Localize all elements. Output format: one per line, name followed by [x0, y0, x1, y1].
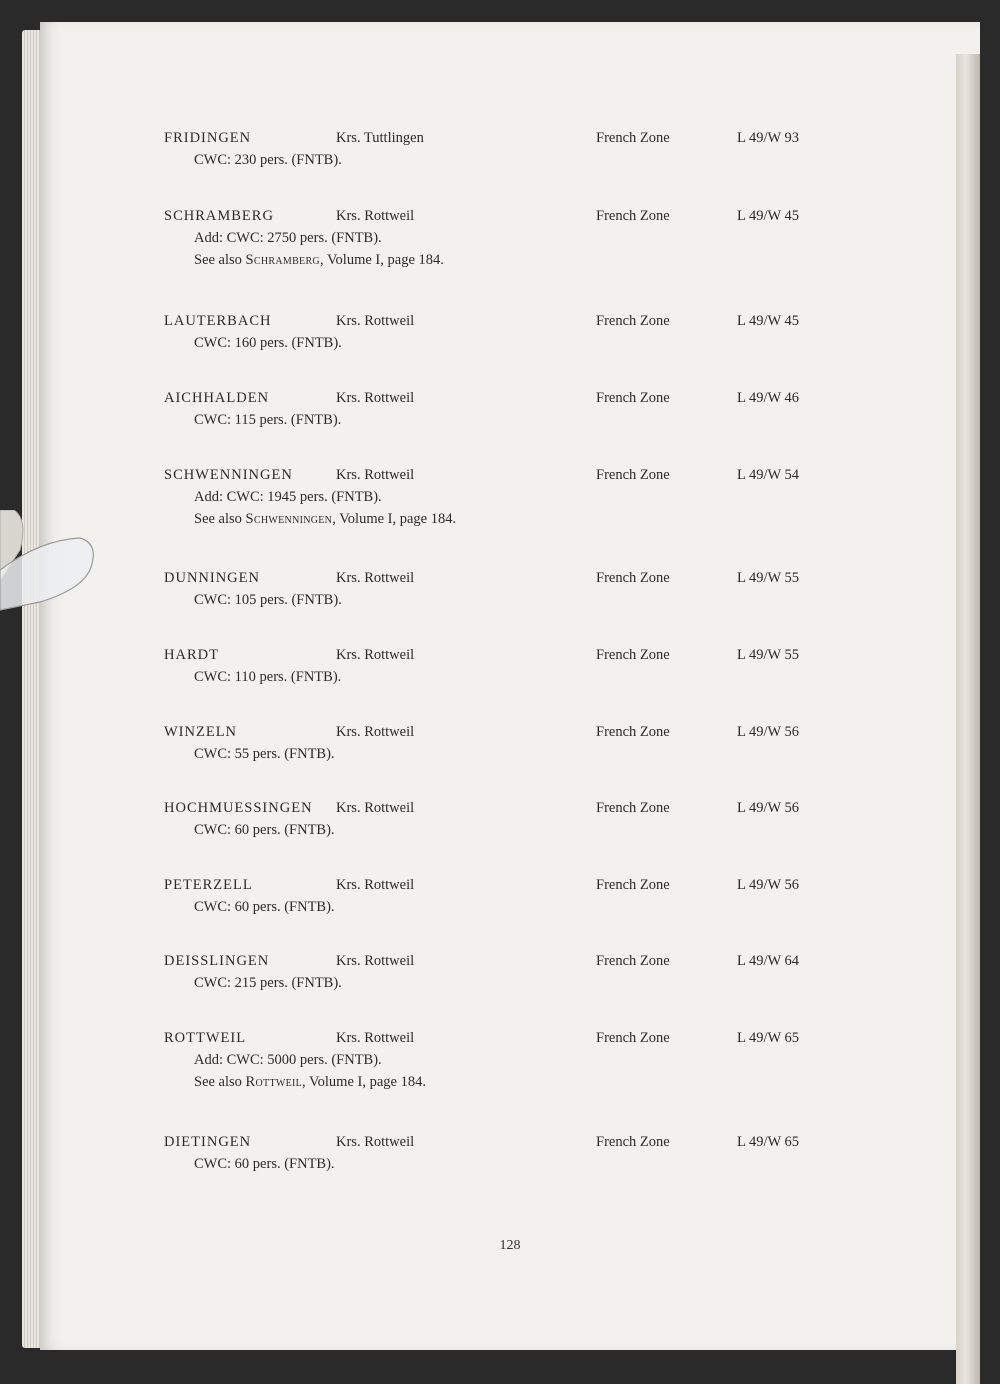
book-page: [40, 22, 980, 1350]
zone: French Zone: [596, 313, 670, 329]
place-name: DUNNINGEN: [164, 570, 260, 586]
zone: French Zone: [596, 953, 670, 969]
map-reference: L 49/W 55: [737, 647, 800, 663]
cross-reference: Schramberg: [245, 252, 320, 268]
entry-note: CWC: 60 pers. (FNTB).: [194, 822, 335, 838]
place-name: DEISSLINGEN: [164, 953, 270, 969]
zone: French Zone: [596, 467, 670, 483]
page-stack-edge: [22, 30, 42, 1348]
place-name: HOCHMUESSINGEN: [164, 800, 313, 816]
entry-note: Add: CWC: 5000 pers. (FNTB).: [194, 1052, 382, 1068]
entry-winzeln: [40, 724, 980, 768]
entry-note: CWC: 160 pers. (FNTB).: [194, 335, 342, 351]
place-name: SCHWENNINGEN: [164, 467, 293, 483]
map-reference: L 49/W 65: [737, 1030, 800, 1046]
note-suffix: , Volume I, page 184.: [302, 1074, 426, 1090]
map-reference: L 49/W 56: [737, 724, 800, 740]
zone: French Zone: [596, 390, 670, 406]
place-name: AICHHALDEN: [164, 390, 270, 406]
map-reference: L 49/W 64: [737, 953, 800, 969]
entry-note: CWC: 115 pers. (FNTB).: [194, 412, 342, 428]
map-reference: L 49/W 93: [737, 130, 800, 146]
place-name: DIETINGEN: [164, 1134, 252, 1150]
district: Krs. Rottweil: [336, 953, 415, 969]
entry-note: [194, 511, 456, 528]
zone: French Zone: [596, 130, 670, 146]
district: Krs. Rottweil: [336, 570, 415, 586]
district: Krs. Rottweil: [336, 390, 415, 406]
district: Krs. Rottweil: [336, 1030, 415, 1046]
district: Krs. Rottweil: [336, 1134, 415, 1150]
zone: French Zone: [596, 800, 670, 816]
entry-note: CWC: 60 pers. (FNTB).: [194, 1156, 335, 1172]
entry-note: [194, 252, 444, 269]
entry-note: Add: CWC: 1945 pers. (FNTB).: [194, 489, 382, 505]
zone: French Zone: [596, 570, 670, 586]
map-reference: L 49/W 56: [737, 800, 800, 816]
map-reference: L 49/W 55: [737, 570, 800, 586]
entry-dietingen: [40, 1134, 980, 1178]
entry-note: CWC: 110 pers. (FNTB).: [194, 669, 342, 685]
district: Krs. Rottweil: [336, 208, 415, 224]
note-suffix: , Volume I, page 184.: [332, 511, 457, 527]
zone: French Zone: [596, 877, 670, 893]
entry-note: CWC: 105 pers. (FNTB).: [194, 592, 342, 608]
district: Krs. Rottweil: [336, 647, 415, 663]
zone: French Zone: [596, 724, 670, 740]
place-name: PETERZELL: [164, 877, 253, 893]
note-prefix: See also: [194, 511, 246, 527]
entry-aichhalden: [40, 390, 980, 434]
place-name: HARDT: [164, 647, 219, 663]
map-reference: L 49/W 46: [737, 390, 800, 406]
map-reference: L 49/W 54: [737, 467, 800, 483]
entry-note: CWC: 230 pers. (FNTB).: [194, 152, 342, 168]
entry-dunningen: [40, 570, 980, 614]
entry-note: CWC: 215 pers. (FNTB).: [194, 975, 342, 991]
zone: French Zone: [596, 647, 670, 663]
district: Krs. Rottweil: [336, 800, 415, 816]
district: Krs. Rottweil: [336, 877, 415, 893]
zone: French Zone: [596, 1030, 670, 1046]
entry-schramberg: [40, 208, 980, 274]
note-suffix: , Volume I, page 184.: [319, 252, 444, 268]
place-name: LAUTERBACH: [164, 313, 272, 329]
entry-schwenningen: [40, 467, 980, 533]
map-reference: L 49/W 56: [737, 877, 800, 893]
map-reference: L 49/W 45: [737, 313, 800, 329]
place-name: FRIDINGEN: [164, 130, 252, 146]
zone: French Zone: [596, 208, 670, 224]
entry-lauterbach: [40, 313, 980, 357]
district: Krs. Rottweil: [336, 724, 415, 740]
district: Krs. Tuttlingen: [336, 130, 424, 146]
district: Krs. Rottweil: [336, 467, 415, 483]
cross-reference: Rottweil: [245, 1074, 303, 1090]
entry-deisslingen: [40, 953, 980, 997]
cross-reference: Schwenningen: [245, 511, 333, 527]
page-clip-icon: [0, 510, 96, 620]
entry-note: CWC: 60 pers. (FNTB).: [194, 899, 335, 915]
entry-rottweil: [40, 1030, 980, 1096]
place-name: ROTTWEIL: [164, 1030, 247, 1046]
entry-note: Add: CWC: 2750 pers. (FNTB).: [194, 230, 382, 246]
entry-hardt: [40, 647, 980, 691]
map-reference: L 49/W 65: [737, 1134, 800, 1150]
entry-hochmuessingen: [40, 800, 980, 844]
entry-peterzell: [40, 877, 980, 921]
entry-note: [194, 1074, 426, 1091]
note-prefix: See also: [194, 1074, 246, 1090]
entry-note: CWC: 55 pers. (FNTB).: [194, 746, 335, 762]
place-name: WINZELN: [164, 724, 238, 740]
district: Krs. Rottweil: [336, 313, 415, 329]
entry-fridingen: [40, 130, 980, 174]
page-number: 128: [499, 1238, 521, 1253]
place-name: SCHRAMBERG: [164, 208, 274, 224]
note-prefix: See also: [194, 252, 246, 268]
map-reference: L 49/W 45: [737, 208, 800, 224]
zone: French Zone: [596, 1134, 670, 1150]
